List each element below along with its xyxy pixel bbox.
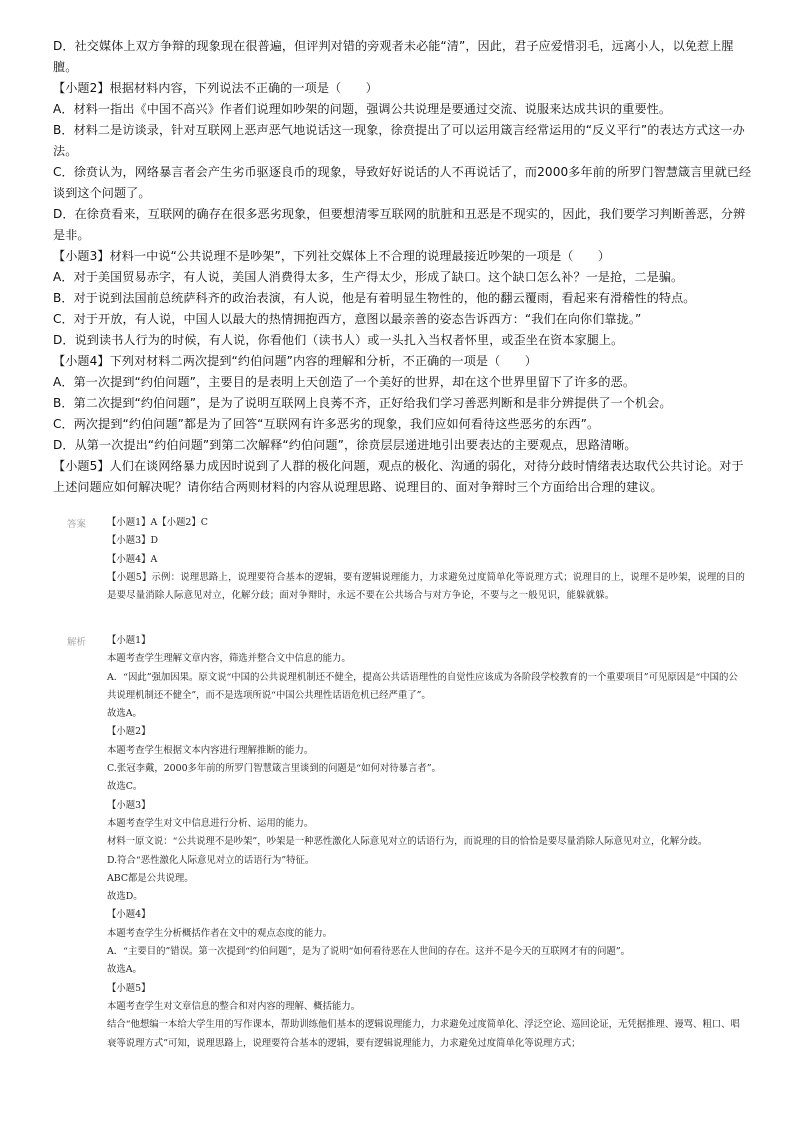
q4-option-c: C．两次提到“约伯问题”都是为了回答“互联网有许多恶劣的现象，我们应如何看待这些恶劣的东西”。 bbox=[53, 417, 600, 431]
answer-line-2: 【小题3】D bbox=[107, 535, 158, 547]
analysis-line-8: 故选C。 bbox=[107, 781, 143, 793]
analysis-line-3: A．“因此”强加因果。原文说“中国的公共说理机制还不健全，提高公共话语理性的自觉性应该成为各阶段学校教育的一个重要项目”可见原因是“中国的公共说理机制还不健全”，而不是选项所说“中国公共理性话语危机已经严重了”。 bbox=[107, 671, 738, 701]
q2-option-b: B．材料二是访谈录，针对互联网上恶声恶气地说话这一现象，徐贲提出了可以运用箴言经常运用的“反义平行”的表达方式这一办法。 bbox=[53, 123, 745, 158]
q4-option-a: A．第一次提到“约伯问题”，主要目的是表明上天创造了一个美好的世界，却在这个世界里留下了许多的恶。 bbox=[53, 375, 636, 389]
q3-option-c: C．对于开放，有人说，中国人以最大的热情拥抱西方，意图以最亲善的姿态告诉西方：“我们在向你们靠拢。” bbox=[53, 312, 642, 326]
question-section bbox=[53, 36, 753, 498]
q5-stem: 【小题5】人们在谈网络暴力成因时说到了人群的极化问题，观点的极化、沟通的弱化，对待分歧时情绪表达取代公共讨论。对于上述问题应如何解决呢？请你结合两则材料的内容从说理思路、说理目的、面对争辩时三个方面给出合理的建议。 bbox=[53, 459, 744, 494]
q4-option-d: D．从第一次提出“约伯问题”到第二次解释“约伯问题”，徐贲层层递进地引出要表达的主要观点，思路清晰。 bbox=[53, 438, 637, 452]
analysis-line-17: A．“主要目的”错误。第一次提到“约伯问题”，是为了说明“如何看待恶在人世间的存在。这并不是今天的互联网才有的问题”。 bbox=[107, 946, 631, 958]
analysis-line-6: 本题考查学生根据文本内容进行理解推断的能力。 bbox=[107, 744, 314, 756]
answer-label: 答案 bbox=[67, 519, 87, 530]
analysis-line-2: 本题考查学生理解文章内容，筛选并整合文中信息的能力。 bbox=[107, 653, 351, 665]
analysis-line-12: D.符合“恶性激化人际意见对立的话语行为”特征。 bbox=[107, 854, 315, 866]
analysis-line-7: C.张冠李戴，2000多年前的所罗门智慧箴言里谈到的问题是“如何对待暴言者”。 bbox=[107, 763, 441, 775]
analysis-label: 解析 bbox=[67, 637, 87, 648]
answer-block bbox=[107, 514, 747, 605]
analysis-line-21: 结合“他想编一本给大学生用的写作课本，帮助训练他们基本的逻辑说理能力，力求避免过度简单化、浮泛空论、巡回论证，无凭据推理、谩骂、粗口、唱衰等说理方式”可知，说理思路上，说理要符合基本的逻辑，要有逻辑说理能力，力求避免过度简单化等说理方式； bbox=[107, 1019, 740, 1049]
q2-option-d: D．在徐贲看来，互联网的确存在很多恶劣现象，但要想清零互联网的肮脏和丑恶是不现实的，因此，我们要学习判断善恶，分辨是非。 bbox=[53, 207, 746, 242]
q4-option-b: B．第二次提到“约伯问题”，是为了说明互联网上良莠不齐，正好给我们学习善恶判断和是非分辨提供了一个机会。 bbox=[53, 396, 672, 410]
analysis-line-14: 故选D。 bbox=[107, 891, 143, 903]
analysis-line-15: 【小题4】 bbox=[107, 909, 151, 921]
analysis-line-16: 本题考查学生分析概括作者在文中的观点态度的能力。 bbox=[107, 927, 333, 939]
q1-option-d: D．社交媒体上双方争辩的现象现在很普遍，但评判对错的旁观者未必能“清”，因此，君子应爱惜羽毛，远离小人，以免惹上腥膻。 bbox=[53, 39, 734, 74]
analysis-line-18: 故选A。 bbox=[107, 964, 142, 976]
analysis-line-20: 本题考查学生对文章信息的整合和对内容的理解、概括能力。 bbox=[107, 1000, 361, 1012]
analysis-line-1: 【小题1】 bbox=[107, 635, 151, 646]
analysis-line-11: 材料一原文说：“公共说理不是吵架”，吵架是一种恶性激化人际意见对立的话语行为，而说理的目的恰恰是要尽量消除人际意见对立，化解分歧。 bbox=[107, 836, 708, 848]
analysis-line-13: ABC都是公共说理。 bbox=[107, 872, 194, 884]
q3-option-a: A．对于美国贸易赤字，有人说，美国人消费得太多，生产得太少，形成了缺口。这个缺口怎么补？一是抢，二是骗。 bbox=[53, 270, 684, 284]
analysis-line-19: 【小题5】 bbox=[107, 982, 151, 994]
q2-option-c: C．徐贲认为，网络暴言者会产生劣币驱逐良币的现象，导致好好说话的人不再说话了，而2000多年前的所罗门智慧箴言里就已经谈到这个问题了。 bbox=[53, 165, 752, 200]
q2-option-a: A．材料一指出《中国不高兴》作者们说理如吵架的问题，强调公共说理是要通过交流、说服来达成共识的重要性。 bbox=[53, 102, 672, 116]
analysis-line-5: 【小题2】 bbox=[107, 726, 151, 738]
answer-line-3: 【小题4】A bbox=[107, 553, 158, 565]
analysis-line-10: 本题考查学生对文中信息进行分析、运用的能力。 bbox=[107, 817, 314, 829]
q3-option-d: D．说到读书人行为的时候，有人说，你看他们（读书人）或一头扎入当权者怀里，或歪坐在资本家腿上。 bbox=[53, 333, 624, 347]
analysis-line-9: 【小题3】 bbox=[107, 799, 151, 811]
q4-stem: 【小题4】下列对材料二两次提到“约伯问题”内容的理解和分析，不正确的一项是（ ） bbox=[53, 354, 537, 368]
q2-stem: 【小题2】根据材料内容，下列说法不正确的一项是（ ） bbox=[53, 81, 378, 95]
answer-line-4: 【小题5】示例：说理思路上，说理要符合基本的逻辑，要有逻辑说理能力，力求避免过度简单化等说理方式；说理目的上，说理不是吵架，说理的目的是要尽量消除人际意见对立，化解分歧；面对争辩时，永远不要在公共场合与对方争论，不要与之一般见识，能躲就躲。 bbox=[107, 571, 746, 602]
analysis-block bbox=[107, 632, 747, 1053]
answer-line-1: 【小题1】A【小题2】C bbox=[107, 517, 208, 528]
analysis-line-4: 故选A。 bbox=[107, 708, 142, 720]
q3-option-b: B．对于说到法国前总统萨科齐的政治表演，有人说，他是有着明显生物性的，他的翻云覆雨，看起来有滑稽性的特点。 bbox=[53, 291, 696, 305]
q3-stem: 【小题3】材料一中说“公共说理不是吵架”，下列社交媒体上不合理的说理最接近吵架的一项是（ ） bbox=[53, 249, 611, 263]
